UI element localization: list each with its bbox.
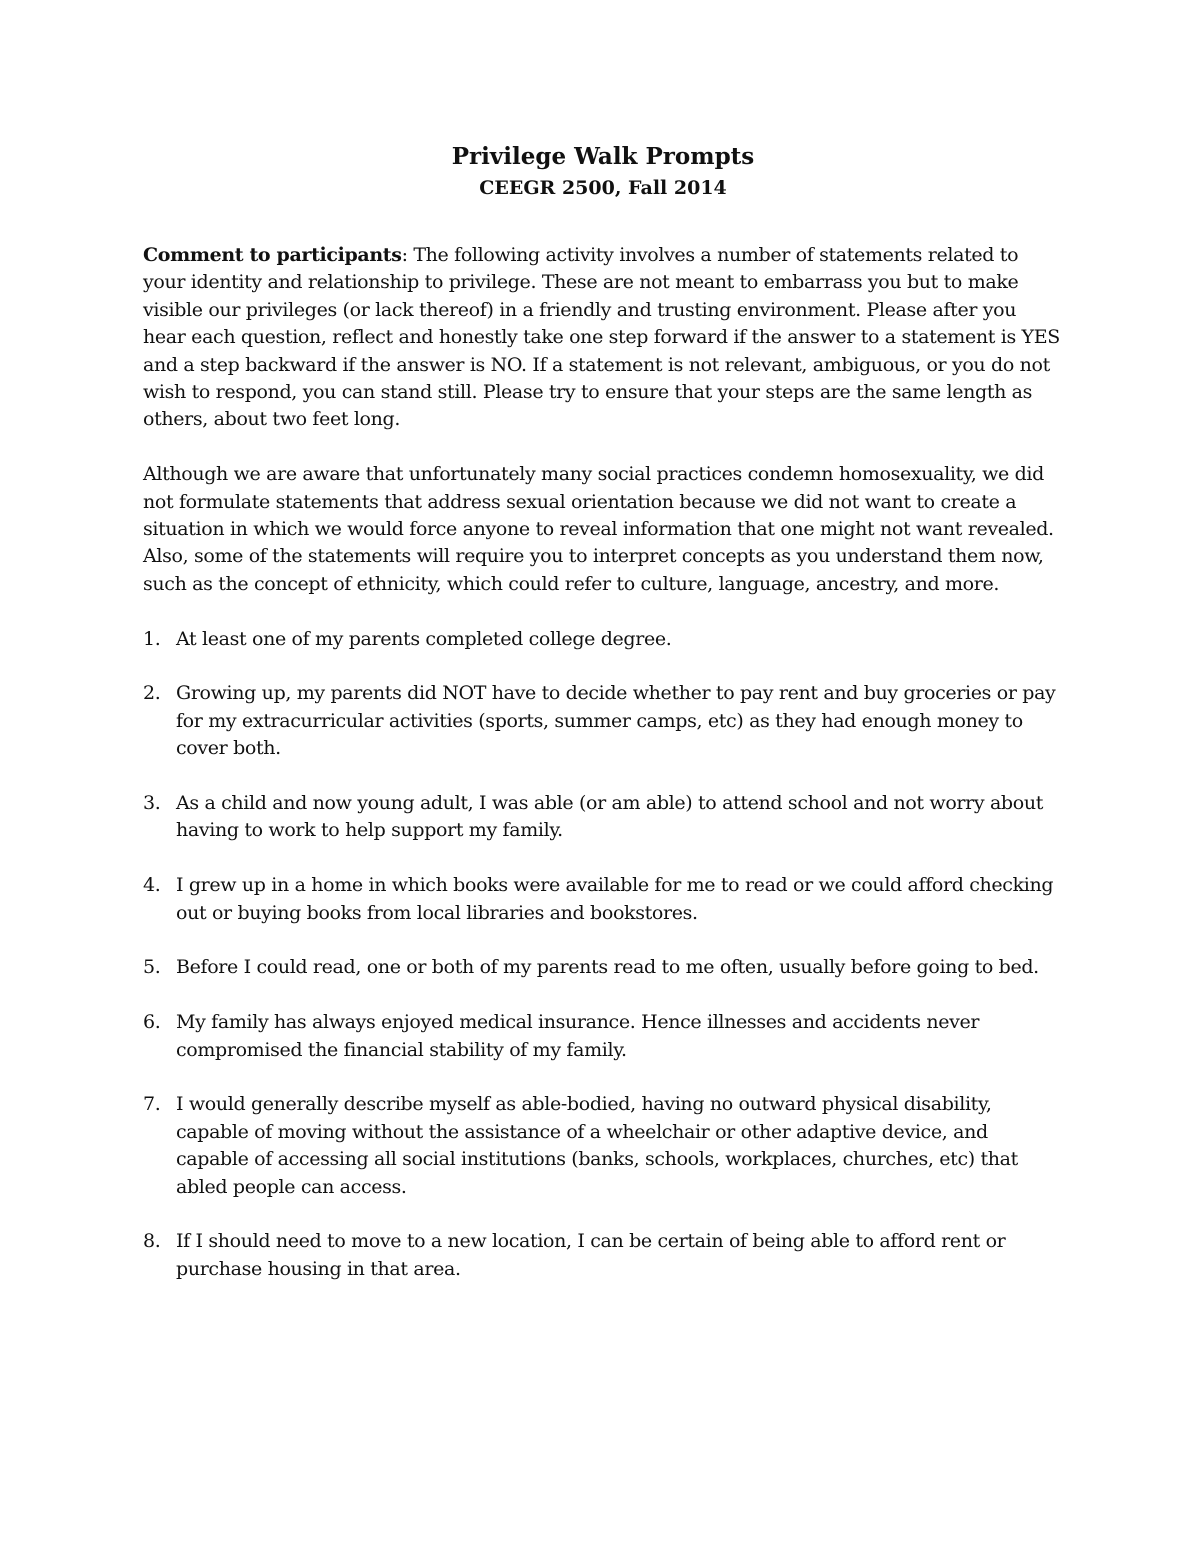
intro-text: The following activity involves a number of statements related to your identity and relationship to privilege. These are not meant to embarrass you but to make visible our privileges (or lack thereof) in a friendly and trusting environment. Please after you hear each question, reflect and honestly take one step forward if the answer to a statement is YES and a step backward if the answer is NO. If a statement is not relevant, ambiguous, or you do not wish to respond, you can stand still. Please try to ensure that your steps are the same length as others, about two feet long.: [143, 244, 1060, 431]
list-item-number: 7.: [143, 1093, 161, 1116]
second-paragraph: Although we are aware that unfortunately many social practices condemn homosexuality, we did not formulate statements that address sexual orientation because we did not want to create a situation in which we would force anyone to reveal information that one might not want revealed. Also, some of the statements will require you to interpret concepts as you understand them now, such as the concept of ethnicity, which could refer to culture, language, ancestry, and more.: [143, 463, 1054, 595]
list-item-text: As a child and now young adult, I was able (or am able) to attend school and not worry about having to work to help support my family.: [176, 792, 1043, 842]
list-item-text: At least one of my parents completed college degree.: [176, 627, 672, 650]
list-item-number: 3.: [143, 792, 161, 815]
list-item: [143, 1091, 1063, 1201]
list-item-number: 1.: [143, 627, 161, 650]
list-item: [143, 872, 1063, 927]
list-item-number: 5.: [143, 956, 161, 979]
list-item-number: 6.: [143, 1011, 161, 1034]
list-item: [143, 954, 1063, 981]
list-item-text: My family has always enjoyed medical insurance. Hence illnesses and accidents never compromised the financial stability of my family.: [176, 1011, 980, 1061]
list-item-text: I would generally describe myself as able-bodied, having no outward physical disability, capable of moving without the assistance of a wheelchair or other adaptive device, and capable of accessing all social institutions (banks, schools, workplaces, churches, etc) that abled people can access.: [176, 1093, 1018, 1198]
page-title: Privilege Walk Prompts: [451, 143, 755, 170]
list-item-text: Before I could read, one or both of my parents read to me often, usually before going to bed.: [176, 956, 1039, 979]
intro-lead: Comment to participants: [143, 244, 402, 266]
page-subtitle: CEEGR 2500, Fall 2014: [479, 177, 727, 199]
list-item-number: 8.: [143, 1230, 161, 1253]
list-item: [143, 680, 1063, 762]
list-item-text: If I should need to move to a new location, I can be certain of being able to afford rent or purchase housing in that area.: [176, 1230, 1006, 1280]
list-item: [143, 1009, 1063, 1064]
intro-paragraph: [143, 242, 1063, 434]
intro-lead-suffix: :: [401, 244, 408, 266]
list-item-text: Growing up, my parents did NOT have to decide whether to pay rent and buy groceries or pay for my extracurricular activities (sports, summer camps, etc) as they had enough money to cover both.: [176, 682, 1056, 760]
list-item: [143, 626, 1063, 653]
list-item-number: 2.: [143, 682, 161, 705]
list-item-number: 4.: [143, 874, 161, 897]
document-page: [143, 140, 1063, 1311]
list-item: [143, 1228, 1063, 1283]
list-item-text: I grew up in a home in which books were available for me to read or we could afford checking out or buying books from local libraries and bookstores.: [176, 874, 1054, 924]
list-item: [143, 790, 1063, 845]
prompt-list: [143, 626, 1063, 1284]
